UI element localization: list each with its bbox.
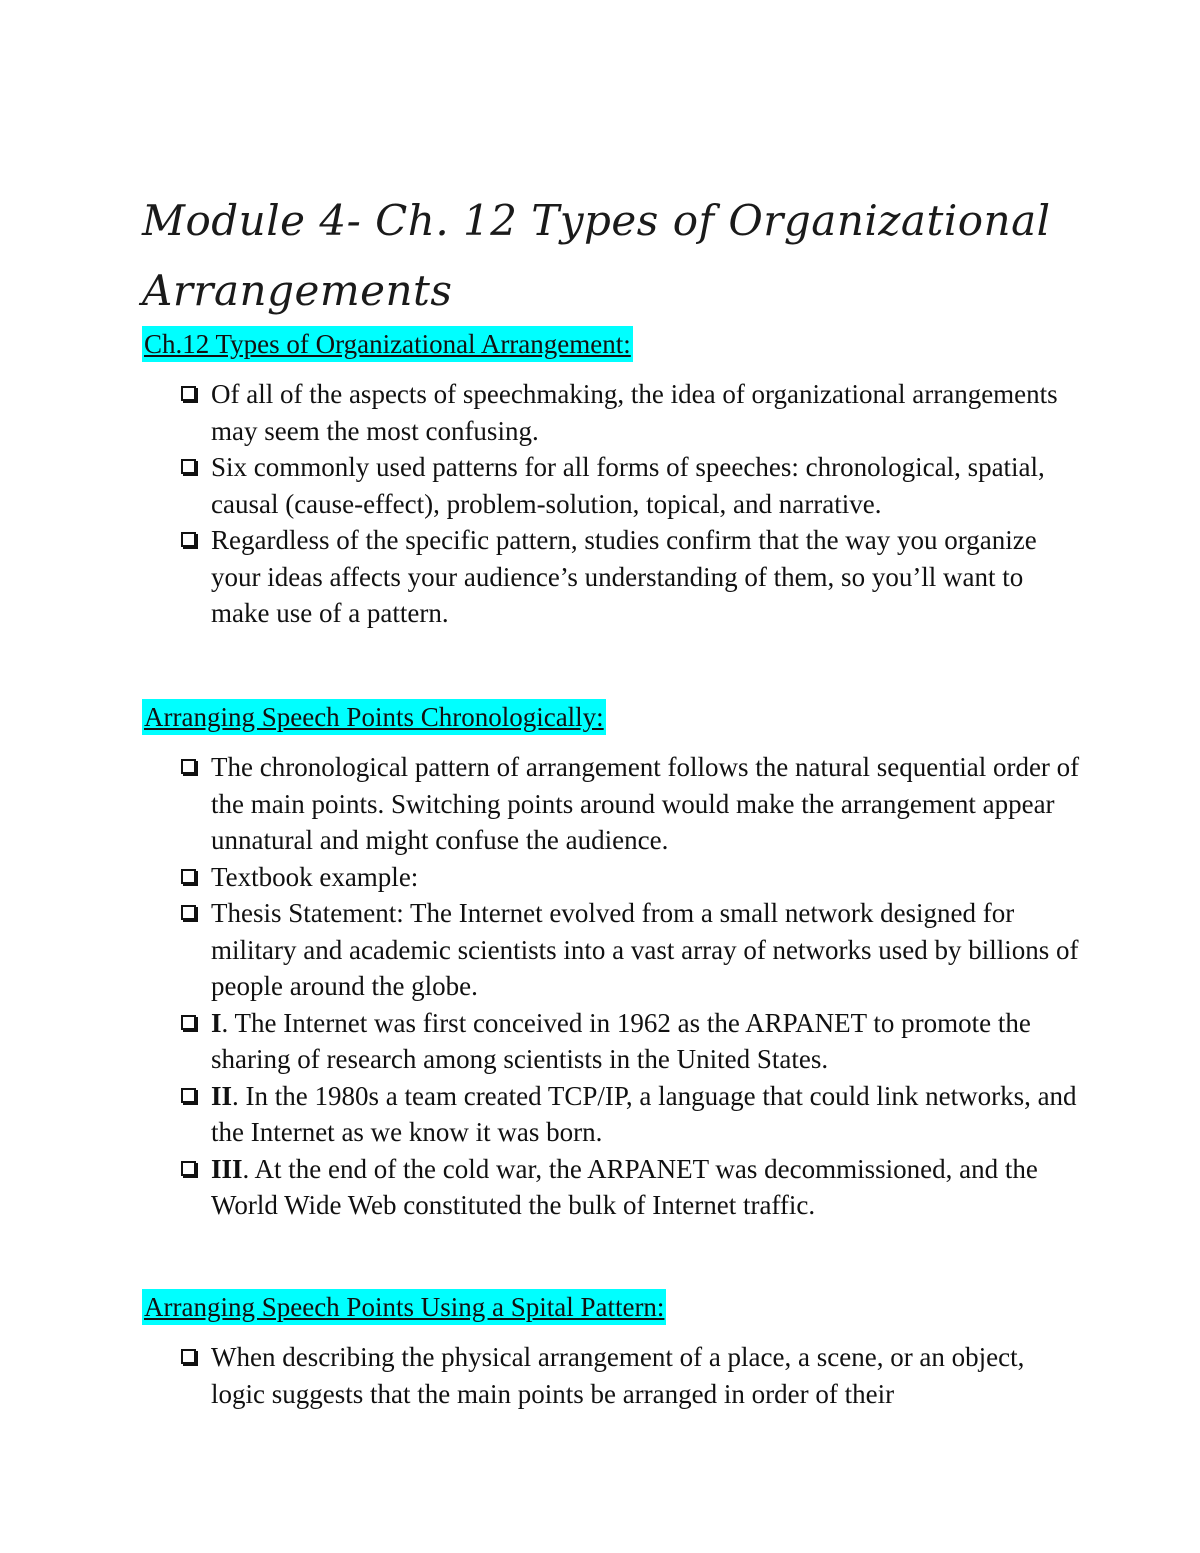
section-heading: Ch.12 Types of Organizational Arrangement: xyxy=(142,326,633,362)
bullet-list xyxy=(142,1339,1082,1412)
list-item xyxy=(142,522,1082,632)
section-spatial xyxy=(142,1289,1082,1412)
checkbox-icon xyxy=(181,1161,196,1176)
bullet-list xyxy=(142,376,1082,632)
section-chronological xyxy=(142,699,1082,1224)
checkbox-icon xyxy=(181,869,196,884)
checkbox-icon xyxy=(181,759,196,774)
item-text: Of all of the aspects of speechmaking, the idea of organizational arrangements may seem the most confusing. xyxy=(211,379,1058,446)
list-item xyxy=(142,859,1082,896)
checkbox-icon xyxy=(181,386,196,401)
list-item xyxy=(142,1151,1082,1224)
bullet-list xyxy=(142,749,1082,1224)
checkbox-icon xyxy=(181,459,196,474)
item-text: The chronological pattern of arrangement follows the natural sequential order of the main points. Switching points around would make the arrangement appear unnatural and might confuse the audience. xyxy=(211,752,1080,855)
list-item xyxy=(142,449,1082,522)
list-item xyxy=(142,1005,1082,1078)
item-text: When describing the physical arrangement of a place, a scene, or an object, logic suggests that the main points be arranged in order of their xyxy=(211,1342,1025,1409)
page-title: Module 4- Ch. 12 Types of Organizational Arrangements xyxy=(142,196,1051,315)
section-organizational-arrangement xyxy=(142,326,1082,632)
roman-numeral: II xyxy=(211,1080,233,1111)
item-text: Textbook example: xyxy=(211,861,419,892)
item-text: . At the end of the cold war, the ARPANET was decommissioned, and the World Wide Web constituted the bulk of Internet traffic. xyxy=(211,1153,1038,1220)
list-item xyxy=(142,895,1082,1005)
list-item xyxy=(142,1078,1082,1151)
checkbox-icon xyxy=(181,1349,196,1364)
checkbox-icon xyxy=(181,905,196,920)
roman-numeral: III xyxy=(211,1153,243,1184)
roman-numeral: I xyxy=(211,1007,222,1038)
checkbox-icon xyxy=(181,1015,196,1030)
list-item xyxy=(142,1339,1082,1412)
item-text: . The Internet was first conceived in 1962 as the ARPANET to promote the sharing of research among scientists in the United States. xyxy=(211,1007,1031,1074)
section-heading: Arranging Speech Points Chronologically: xyxy=(142,699,606,735)
item-text: Thesis Statement: The Internet evolved from a small network designed for military and academic scientists into a vast array of networks used by billions of people around the globe. xyxy=(211,898,1079,1001)
checkbox-icon xyxy=(181,1088,196,1103)
item-text: . In the 1980s a team created TCP/IP, a language that could link networks, and the Internet as we know it was born. xyxy=(211,1080,1077,1147)
section-heading: Arranging Speech Points Using a Spital Pattern: xyxy=(142,1289,666,1325)
list-item xyxy=(142,376,1082,449)
item-text: Six commonly used patterns for all forms of speeches: chronological, spatial, causal (cause-effect), problem-solution, topical, and narrative. xyxy=(211,452,1045,519)
list-item xyxy=(142,749,1082,859)
item-text: Regardless of the specific pattern, studies confirm that the way you organize your ideas affects your audience’s understanding of them, so you’ll want to make use of a pattern. xyxy=(211,525,1037,628)
checkbox-icon xyxy=(181,532,196,547)
